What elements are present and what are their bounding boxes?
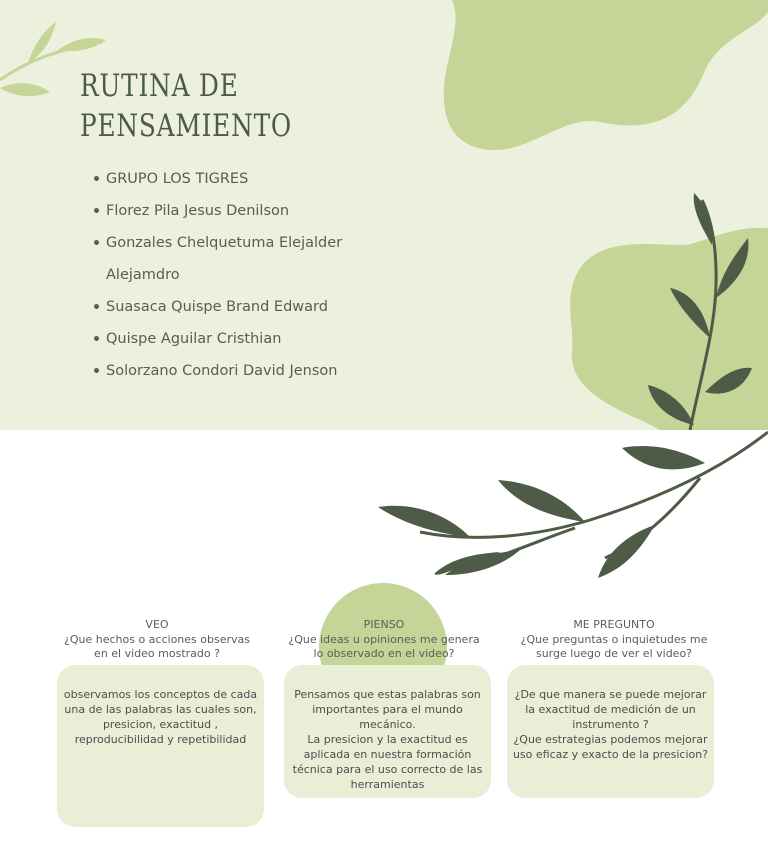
column-question: ¿Que preguntas o inquietudes me surge luego de ver el video? bbox=[520, 633, 708, 660]
answer-text: ¿De que manera se puede mejorar la exactitud de medición de un instrumento ? ¿Que estrategias podemos mejorar uso eficaz y exacto de la presicion? bbox=[512, 688, 709, 761]
column-heading: VEO bbox=[145, 618, 169, 631]
title-line-1: RUTINA DE bbox=[80, 68, 239, 104]
answer-text: Pensamos que estas palabras son importantes para el mundo mecánico. La presicion y la exactitud es aplicada en nuestra formación técnica para el uso correcto de las herramientas bbox=[292, 688, 483, 791]
list-item: Solorzano Condori David Jenson bbox=[106, 355, 406, 387]
diagonal-branch-icon bbox=[378, 432, 768, 578]
column-question: ¿Que ideas u opiniones me genera lo observado en el video? bbox=[288, 633, 480, 660]
list-item: Suasaca Quispe Brand Edward bbox=[106, 291, 406, 323]
page-title bbox=[80, 66, 292, 146]
top-right-blob bbox=[444, 0, 768, 150]
column-header-veo bbox=[56, 618, 258, 661]
thinking-routine-slide bbox=[0, 430, 768, 862]
title-line-2: PENSAMIENTO bbox=[80, 108, 293, 144]
list-item: Florez Pila Jesus Denilson bbox=[106, 195, 406, 227]
column-heading: ME PREGUNTO bbox=[573, 618, 655, 631]
column-question: ¿Que hechos o acciones observas en el video mostrado ? bbox=[64, 633, 250, 660]
answer-card-me-pregunto bbox=[507, 665, 714, 798]
title-slide bbox=[0, 0, 768, 430]
column-heading: PIENSO bbox=[363, 618, 405, 631]
answer-card-pienso bbox=[284, 665, 491, 798]
answer-card-veo bbox=[57, 665, 264, 827]
list-item: Quispe Aguilar Cristhian bbox=[106, 323, 406, 355]
member-list bbox=[106, 163, 406, 387]
list-item: Gonzales Chelquetuma Elejalder Alejamdro bbox=[106, 227, 406, 291]
column-header-pienso bbox=[282, 618, 486, 661]
column-header-me-pregunto bbox=[512, 618, 716, 661]
answer-text: observamos los conceptos de cada una de las palabras las cuales son, presicion, exactitud , reproducibilidad y repetibilidad bbox=[63, 688, 258, 746]
list-item: GRUPO LOS TIGRES bbox=[106, 163, 406, 195]
